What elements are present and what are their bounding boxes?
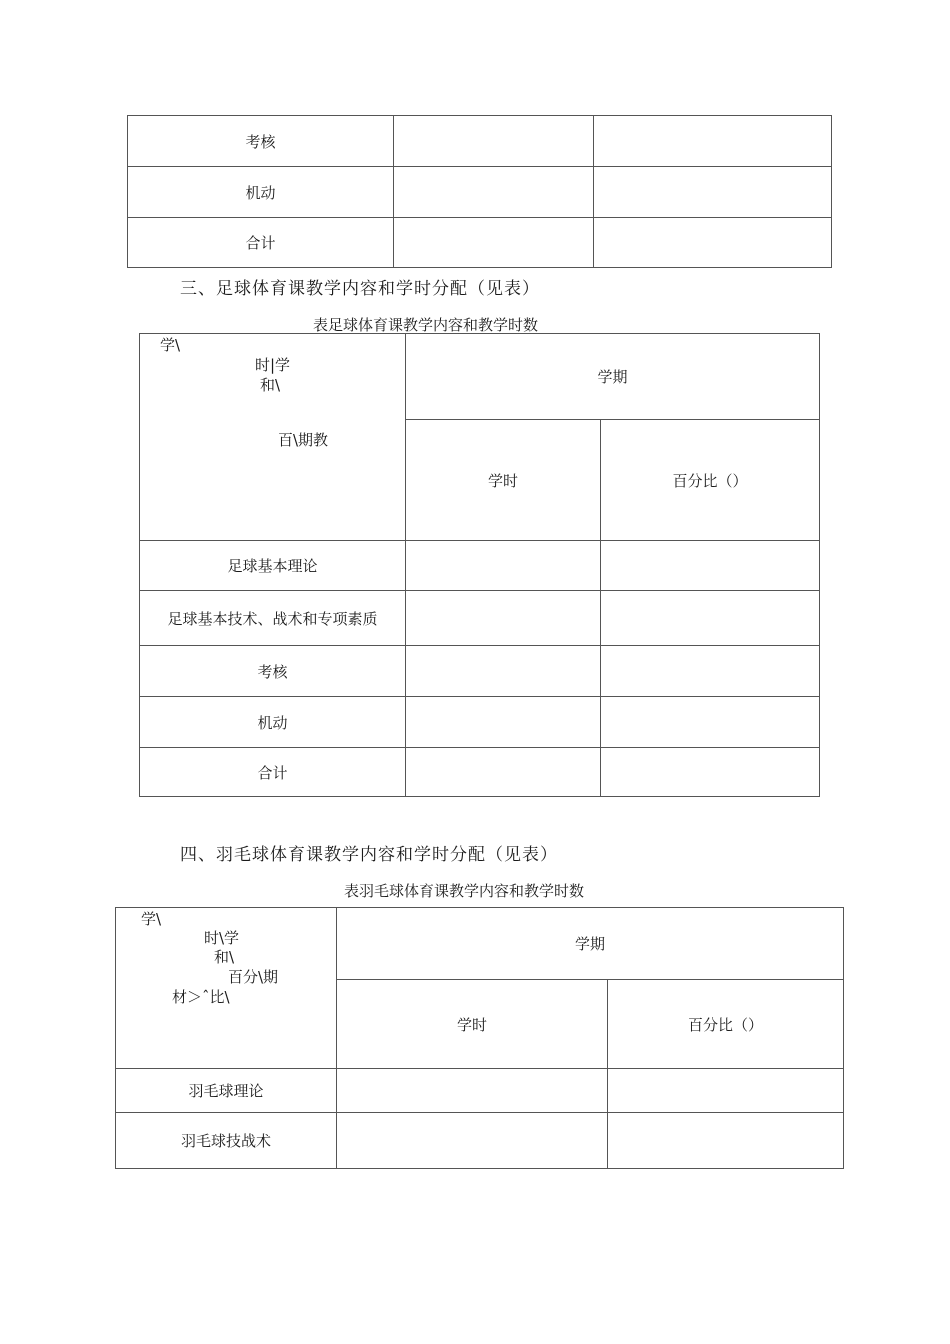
- corner-label-1: 学\: [160, 336, 181, 354]
- section-3-heading: 三、足球体育课教学内容和学时分配（见表）: [180, 279, 540, 299]
- header-term: 学期: [337, 908, 844, 980]
- corner-label-1: 学\: [141, 910, 162, 928]
- table-cell: [601, 591, 820, 646]
- header-hours: 学时: [337, 980, 608, 1069]
- table-header-row: [116, 908, 844, 980]
- row-label: 合计: [140, 748, 406, 797]
- table-row: [116, 1069, 844, 1113]
- corner-label-5: 材＞ˆ比\: [172, 988, 230, 1006]
- row-label: 机动: [140, 697, 406, 748]
- header-percent: 百分比（）: [601, 420, 820, 541]
- table-cell: [406, 748, 601, 797]
- row-label: 羽毛球理论: [116, 1069, 337, 1113]
- table-row: [140, 697, 820, 748]
- table-cell: [406, 591, 601, 646]
- table-row: [140, 591, 820, 646]
- table-row: [128, 116, 832, 167]
- table-cell: [594, 218, 832, 268]
- row-label: 足球基本理论: [140, 541, 406, 591]
- table-cell: [601, 541, 820, 591]
- table-row: [140, 646, 820, 697]
- row-label: 考核: [128, 116, 394, 167]
- table-cell: [601, 697, 820, 748]
- table-row: [128, 167, 832, 218]
- row-label: 机动: [128, 167, 394, 218]
- table-row: [140, 541, 820, 591]
- table-cell: [608, 1113, 844, 1169]
- table-cell: [601, 748, 820, 797]
- header-percent: 百分比（）: [608, 980, 844, 1069]
- corner-label-4: 百分\期: [228, 968, 279, 986]
- table-1: [127, 115, 832, 268]
- table-cell: [337, 1113, 608, 1169]
- row-label: 考核: [140, 646, 406, 697]
- row-label: 足球基本技术、战术和专项素质: [140, 591, 406, 646]
- table-cell: [337, 1069, 608, 1113]
- table-cell: [406, 541, 601, 591]
- section-4-heading: 四、羽毛球体育课教学内容和学时分配（见表）: [180, 845, 558, 865]
- corner-label-2: 时\学: [204, 929, 240, 947]
- table-cell: [394, 167, 594, 218]
- badminton-hours-table: [115, 907, 844, 1169]
- corner-header-cell: [116, 908, 337, 1069]
- corner-label-3: 和\: [260, 376, 281, 394]
- table-cell: [394, 116, 594, 167]
- corner-header-cell: [140, 334, 406, 541]
- row-label: 合计: [128, 218, 394, 268]
- table-header-row: [140, 334, 820, 420]
- corner-label-4: 百\期教: [278, 431, 329, 449]
- table-cell: [406, 697, 601, 748]
- header-hours: 学时: [406, 420, 601, 541]
- table-row: [128, 218, 832, 268]
- football-hours-table: [139, 333, 820, 797]
- table-3-caption: 表羽毛球体育课教学内容和教学时数: [344, 882, 585, 900]
- corner-label-3: 和\: [214, 948, 235, 966]
- table-2-caption: 表足球体育课教学内容和教学时数: [313, 316, 539, 334]
- table-cell: [594, 167, 832, 218]
- table-row: [140, 748, 820, 797]
- table-cell: [406, 646, 601, 697]
- corner-label-2: 时|学: [255, 356, 291, 374]
- table-cell: [394, 218, 594, 268]
- header-term: 学期: [406, 334, 820, 420]
- row-label: 羽毛球技战术: [116, 1113, 337, 1169]
- table-cell: [594, 116, 832, 167]
- table-cell: [601, 646, 820, 697]
- table-row: [116, 1113, 844, 1169]
- table-cell: [608, 1069, 844, 1113]
